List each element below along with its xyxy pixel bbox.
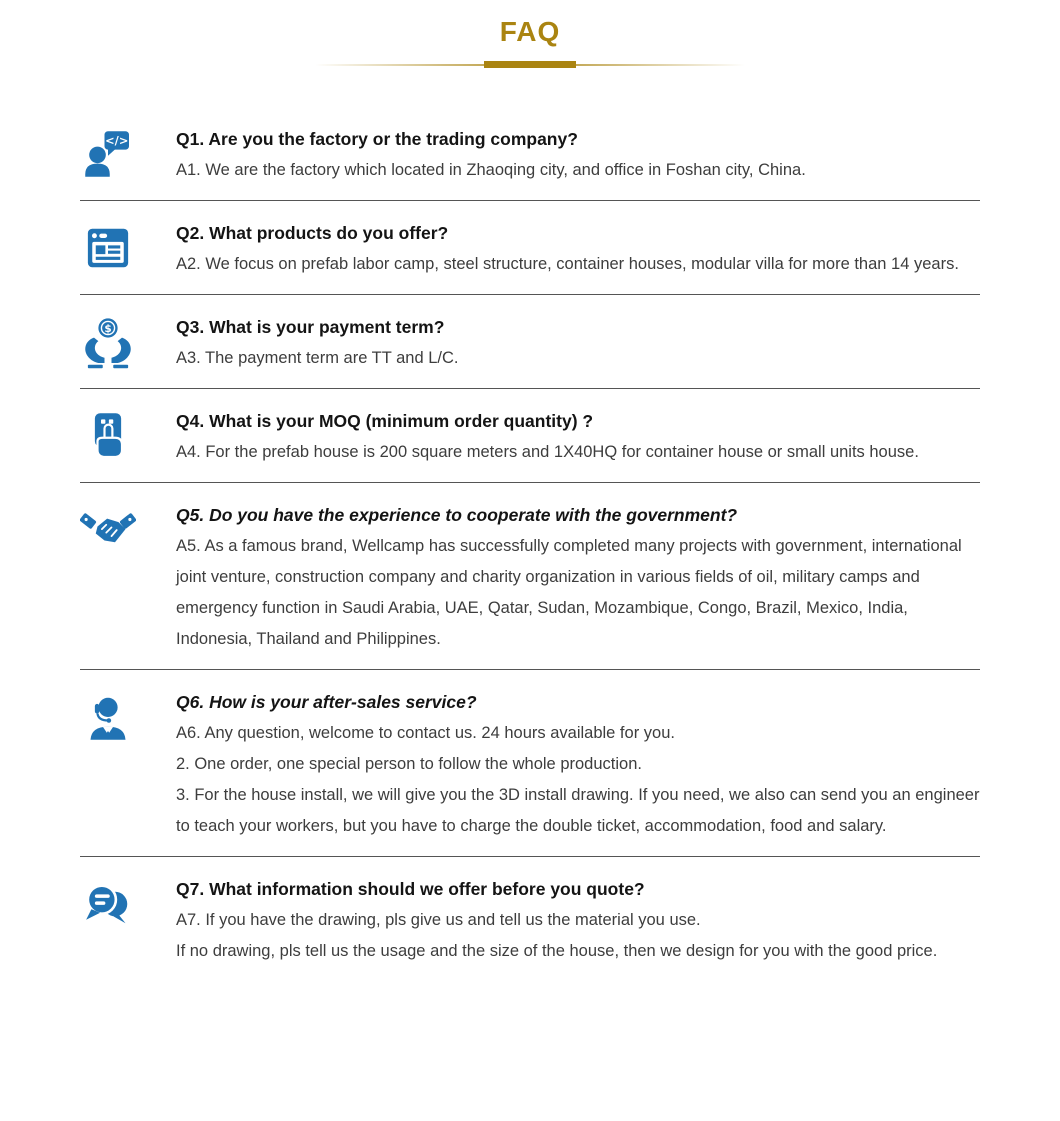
svg-text:</>: </>	[105, 133, 129, 148]
browser-news-icon	[80, 220, 136, 276]
faq-item-q2	[80, 201, 980, 295]
handshake-icon	[80, 502, 136, 558]
question-text: Q1. Are you the factory or the trading company?	[176, 129, 578, 149]
question-text: Q3. What is your payment term?	[176, 317, 445, 337]
faq-item-q6	[80, 670, 980, 857]
title-divider	[315, 61, 745, 69]
person-code-icon	[80, 126, 136, 182]
faq-header	[0, 0, 1060, 69]
answer-text: A7. If you have the drawing, pls give us and tell us the material you use.	[176, 911, 701, 929]
divider-bar	[484, 61, 576, 68]
answer-text: A6. Any question, welcome to contact us. 24 hours available for you.	[176, 724, 675, 742]
faq-item-body	[176, 500, 980, 655]
answer-text: A5. As a famous brand, Wellcamp has successfully completed many projects with government, international joint venture, construction company and charity organization in various fields of oil, military camps and emergency function in Saudi Arabia, UAE, Qatar, Sudan, Mozambique, Congo, Brazil, Mexico, India, Indonesia, Thailand and Philippines.	[176, 537, 962, 648]
faq-item-q5	[80, 483, 980, 670]
question-text: Q7. What information should we offer before you quote?	[176, 879, 645, 899]
chat-bubbles-icon	[80, 876, 136, 932]
answer-text: A2. We focus on prefab labor camp, steel structure, container houses, modular villa for more than 14 years.	[176, 255, 959, 273]
page-title: FAQ	[499, 16, 561, 47]
support-agent-icon	[80, 689, 136, 745]
question-text: Q2. What products do you offer?	[176, 223, 449, 243]
question-text: Q4. What is your MOQ (minimum order quantity) ?	[176, 411, 594, 431]
faq-item-q4	[80, 389, 980, 483]
touch-order-icon	[80, 408, 136, 464]
faq-item-body	[176, 874, 980, 967]
faq-item-q1	[80, 107, 980, 201]
answer-text: If no drawing, pls tell us the usage and the size of the house, then we design for you with the good price.	[176, 942, 938, 960]
answer-text: A3. The payment term are TT and L/C.	[176, 349, 459, 367]
handshake-icon	[80, 502, 140, 558]
chat-bubbles-icon	[80, 876, 140, 932]
answer-text: A1. We are the factory which located in Zhaoqing city, and office in Foshan city, China.	[176, 161, 806, 179]
answer-text: A4. For the prefab house is 200 square meters and 1X40HQ for container house or small units house.	[176, 443, 919, 461]
browser-news-icon	[80, 220, 140, 276]
hands-dollar-icon	[80, 314, 140, 370]
answer-text: 3. For the house install, we will give you the 3D install drawing. If you need, we also can send you an engineer to teach your workers, but you have to charge the double ticket, accommodation, food and salary.	[176, 786, 980, 835]
faq-item-q3	[80, 295, 980, 389]
question-text: Q5. Do you have the experience to cooperate with the government?	[176, 505, 738, 525]
answer-text: 2. One order, one special person to follow the whole production.	[176, 755, 642, 773]
question-text: Q6. How is your after-sales service?	[176, 692, 477, 712]
faq-item-body	[176, 312, 980, 374]
support-agent-icon	[80, 689, 140, 745]
person-code-icon	[80, 126, 140, 182]
faq-item-body	[176, 124, 980, 186]
faq-item-body	[176, 687, 980, 842]
hands-dollar-icon	[80, 314, 136, 370]
faq-item-q7	[80, 857, 980, 981]
faq-list	[80, 107, 980, 981]
touch-order-icon	[80, 408, 140, 464]
svg-text:$: $	[104, 322, 112, 335]
faq-item-body	[176, 406, 980, 468]
faq-item-body	[176, 218, 980, 280]
